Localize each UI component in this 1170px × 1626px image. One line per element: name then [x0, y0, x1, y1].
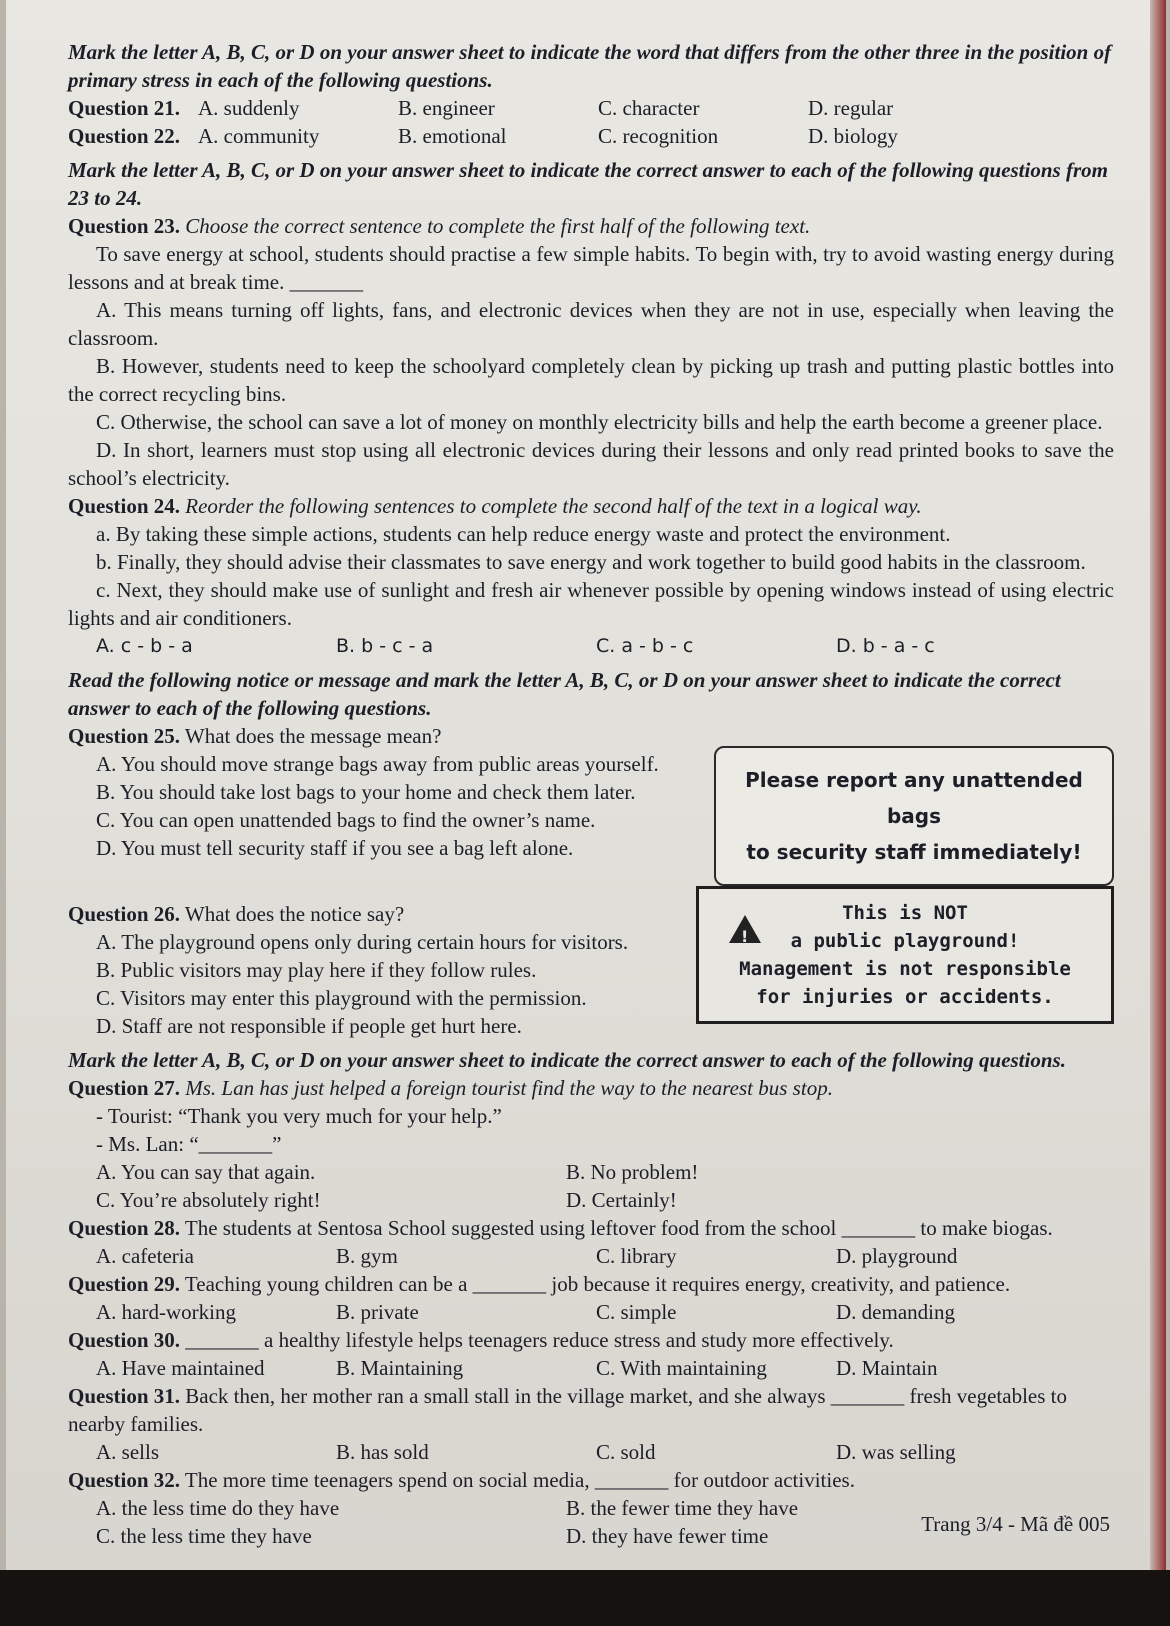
q32-number: Question 32. — [68, 1468, 181, 1492]
q21-option-c: C. character — [598, 96, 700, 120]
q30-option-a: A. Have maintained — [96, 1356, 265, 1380]
q24-option-d: D. b - a - c — [836, 635, 935, 657]
question-21 — [68, 94, 1114, 122]
q29-option-b: B. private — [336, 1300, 419, 1324]
q31-option-b: B. has sold — [336, 1440, 429, 1464]
q25-option-a: A. You should move strange bags away from public areas yourself. — [96, 752, 659, 776]
q30-prompt: _______ a healthy lifestyle helps teenagers reduce stress and study more effectively. — [185, 1328, 894, 1352]
playground-notice — [696, 886, 1114, 1024]
q30-option-b: B. Maintaining — [336, 1356, 464, 1380]
q27-dialogue-2: - Ms. Lan: “_______” — [96, 1132, 282, 1156]
q29-number: Question 29. — [68, 1272, 181, 1296]
q24-option-b: B. b - c - a — [336, 635, 434, 657]
security-message-sign — [714, 746, 1114, 886]
q27-option-b: B. No problem! — [566, 1160, 699, 1184]
q28-option-c: C. library — [596, 1244, 677, 1268]
section2-instruction: Mark the letter A, B, C, or D on your answer sheet to indicate the correct answer to each of the following questions from 23 to 24. — [68, 158, 1108, 210]
q23-option-b: B. However, students need to keep the schoolyard completely clean by picking up trash and putting plastic bottles into the correct recycling bins. — [68, 354, 1114, 406]
notice-line-1: This is NOT — [842, 902, 968, 924]
q26-number: Question 26. — [68, 902, 181, 926]
q32-header — [68, 1466, 1114, 1494]
q27-option-a: A. You can say that again. — [96, 1160, 316, 1184]
page-footer: Trang 3/4 - Mã đề 005 — [921, 1512, 1110, 1536]
sign-line-1: Please report any unattended bags — [745, 768, 1083, 828]
q28-prompt: The students at Sentosa School suggested using leftover food from the school _______ to make biogas. — [184, 1216, 1053, 1240]
section1-instruction: Mark the letter A, B, C, or D on your answer sheet to indicate the word that differs from the other three in the position of primary stress in each of the following questions. — [68, 40, 1112, 92]
q24-sentence-a: a. By taking these simple actions, students can help reduce energy waste and protect the environment. — [96, 522, 951, 546]
q30-option-d: D. Maintain — [836, 1356, 938, 1380]
q31-option-d: D. was selling — [836, 1440, 956, 1464]
q30-header — [68, 1326, 1114, 1354]
q32-prompt: The more time teenagers spend on social media, _______ for outdoor activities. — [184, 1468, 855, 1492]
q24-header — [68, 492, 1114, 520]
q25-block — [68, 722, 1114, 886]
q32-option-d: D. they have fewer time — [566, 1524, 769, 1548]
q26-option-c: C. Visitors may enter this playground with the permission. — [96, 986, 587, 1010]
page-edge — [1150, 0, 1166, 1570]
notice-line-2: a public playground! — [790, 930, 1020, 952]
q25-option-d: D. You must tell security staff if you see a bag left alone. — [96, 836, 574, 860]
q28-number: Question 28. — [68, 1216, 181, 1240]
q24-options — [68, 632, 1114, 660]
q30-option-c: C. With maintaining — [596, 1356, 767, 1380]
q26-header — [68, 900, 696, 928]
q29-option-a: A. hard-working — [96, 1300, 236, 1324]
q29-option-c: C. simple — [596, 1300, 677, 1324]
q29-option-d: D. demanding — [836, 1300, 955, 1324]
exam-page — [6, 0, 1166, 1570]
q27-prompt: Ms. Lan has just helped a foreign tourist find the way to the nearest bus stop. — [185, 1076, 833, 1100]
q24-number: Question 24. — [68, 494, 181, 518]
q29-prompt: Teaching young children can be a _______ job because it requires energy, creativity, and patience. — [184, 1272, 1011, 1296]
q23-option-d: D. In short, learners must stop using all electronic devices during their lessons and only read printed books to save the school’s electricity. — [68, 438, 1114, 490]
q21-option-d: D. regular — [808, 96, 894, 120]
q23-number: Question 23. — [68, 214, 181, 238]
exclamation-icon: ! — [741, 927, 749, 946]
q26-option-b: B. Public visitors may play here if they follow rules. — [96, 958, 537, 982]
q25-prompt: What does the message mean? — [184, 724, 442, 748]
q23-option-a: A. This means turning off lights, fans, and electronic devices when they are not in use, especially when leaving the classroom. — [68, 298, 1114, 350]
q26-block — [68, 886, 1114, 1040]
q26-option-a: A. The playground opens only during certain hours for visitors. — [96, 930, 629, 954]
q23-option-c: C. Otherwise, the school can save a lot of money on monthly electricity bills and help the earth become a greener place. — [96, 410, 1103, 434]
q23-prompt: Choose the correct sentence to complete the first half of the following text. — [185, 214, 811, 238]
q22-number: Question 22. — [68, 124, 181, 148]
q31-option-c: C. sold — [596, 1440, 656, 1464]
q27-header — [68, 1074, 1114, 1102]
dark-background-strip — [0, 1570, 1170, 1626]
q21-option-a: A. suddenly — [198, 96, 300, 120]
q32-option-b: B. the fewer time they have — [566, 1496, 799, 1520]
q28-header — [68, 1214, 1114, 1242]
q21-option-b: B. engineer — [398, 96, 495, 120]
q28-option-d: D. playground — [836, 1244, 958, 1268]
q26-option-d: D. Staff are not responsible if people get hurt here. — [96, 1014, 522, 1038]
q28-option-b: B. gym — [336, 1244, 398, 1268]
q22-option-d: D. biology — [808, 124, 898, 148]
q27-dialogue-1: - Tourist: “Thank you very much for your help.” — [96, 1104, 502, 1128]
q29-header — [68, 1270, 1114, 1298]
q24-sentence-b: b. Finally, they should advise their classmates to save energy and work together to build good habits in the classroom. — [96, 550, 1086, 574]
q31-options — [68, 1438, 1114, 1466]
q31-prompt: Back then, her mother ran a small stall in the village market, and she always _______ fresh vegetables to nearby families. — [68, 1384, 1067, 1436]
q22-option-b: B. emotional — [398, 124, 507, 148]
q23-header — [68, 212, 1114, 240]
q32-option-a: A. the less time do they have — [96, 1496, 340, 1520]
q32-option-c: C. the less time they have — [96, 1524, 312, 1548]
q30-options — [68, 1354, 1114, 1382]
sign-line-2: to security staff immediately! — [746, 840, 1082, 864]
q21-number: Question 21. — [68, 96, 181, 120]
q31-header — [68, 1382, 1114, 1438]
q23-text: To save energy at school, students should practise a few simple habits. To begin with, try to avoid wasting energy during lessons and at break time. _______ — [68, 242, 1114, 294]
q25-option-b: B. You should take lost bags to your home and check them later. — [96, 780, 636, 804]
q26-prompt: What does the notice say? — [184, 902, 405, 926]
q27-option-c: C. You’re absolutely right! — [96, 1188, 321, 1212]
q24-prompt: Reorder the following sentences to complete the second half of the text in a logical way. — [185, 494, 922, 518]
section3-instruction: Read the following notice or message and mark the letter A, B, C, or D on your answer sheet to indicate the correct answer to each of the following questions. — [68, 668, 1061, 720]
notice-line-3: Management is not responsible — [739, 958, 1071, 980]
q24-option-a: A. c - b - a — [96, 635, 193, 657]
q28-option-a: A. cafeteria — [96, 1244, 194, 1268]
q25-option-c: C. You can open unattended bags to find the owner’s name. — [96, 808, 596, 832]
q30-number: Question 30. — [68, 1328, 181, 1352]
notice-line-4: for injuries or accidents. — [756, 986, 1054, 1008]
question-22 — [68, 122, 1114, 150]
q31-option-a: A. sells — [96, 1440, 159, 1464]
q22-option-c: C. recognition — [598, 124, 719, 148]
q31-number: Question 31. — [68, 1384, 181, 1408]
q27-options — [68, 1158, 1114, 1214]
q27-number: Question 27. — [68, 1076, 181, 1100]
section4-instruction: Mark the letter A, B, C, or D on your answer sheet to indicate the correct answer to each of the following questions. — [68, 1048, 1066, 1072]
q29-options — [68, 1298, 1114, 1326]
q24-sentence-c: c. Next, they should make use of sunlight and fresh air whenever possible by opening windows instead of using electric lights and air conditioners. — [68, 578, 1114, 630]
q27-option-d: D. Certainly! — [566, 1188, 677, 1212]
q25-header — [68, 722, 708, 750]
q24-option-c: C. a - b - c — [596, 635, 694, 657]
q25-number: Question 25. — [68, 724, 181, 748]
q28-options — [68, 1242, 1114, 1270]
q22-option-a: A. community — [198, 124, 320, 148]
